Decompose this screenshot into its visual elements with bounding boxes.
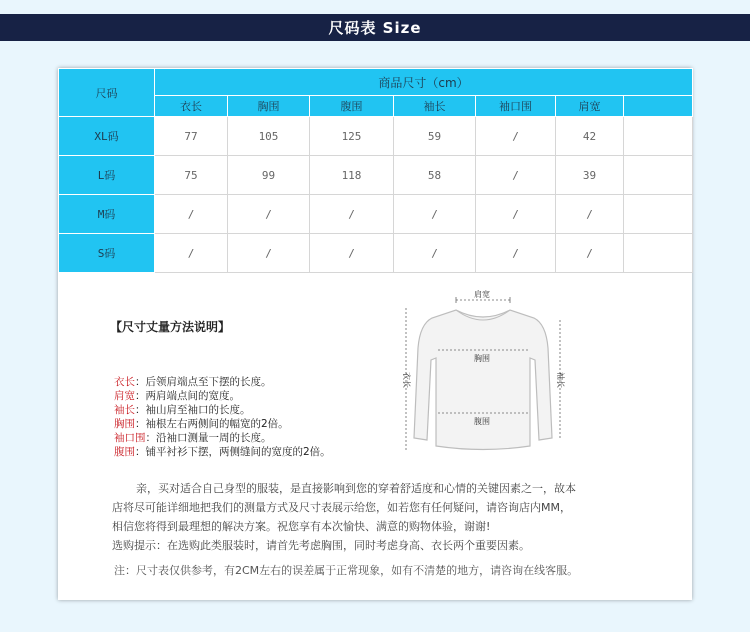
definition-text: ：铺平衬衫下摆，两侧缝间的宽度的2倍。 [135, 446, 331, 458]
diagram-label-length: 衣长 [402, 372, 411, 388]
table-cell: / [394, 234, 476, 273]
definition-term: 袖长 [114, 404, 135, 416]
diagram-label-chest: 胸围 [474, 354, 490, 363]
table-cell: 39 [556, 156, 624, 195]
disclaimer-note: 注：尺寸表仅供参考，有2CM左右的误差属于正常现象，如有不清楚的地方，请咨询在线客服。 [114, 564, 579, 577]
table-cell: / [556, 234, 624, 273]
table-cell: 118 [310, 156, 394, 195]
size-header-cell: 尺码 [59, 69, 155, 117]
definition-text: ：袖根左右两侧间的幅宽的2倍。 [135, 418, 289, 430]
table-row [59, 234, 693, 273]
table-cell: / [155, 234, 228, 273]
notice-paragraph [112, 479, 672, 555]
table-row [59, 156, 693, 195]
definition-term: 腹围 [114, 446, 135, 458]
measurement-definitions [114, 375, 414, 459]
table-cell: 42 [556, 117, 624, 156]
diagram-label-shoulder: 肩宽 [474, 290, 490, 299]
dimension-group-header: 商品尺寸（cm） [155, 69, 693, 96]
definition-text: ：袖山肩至袖口的长度。 [135, 404, 251, 416]
table-cell: / [228, 195, 310, 234]
table-row [59, 117, 693, 156]
diagram-label-waist: 腹围 [474, 417, 490, 426]
diagram-label-sleeve: 袖长 [556, 372, 565, 388]
table-cell: / [394, 195, 476, 234]
size-chart-card [58, 68, 692, 600]
table-cell: / [476, 234, 556, 273]
column-header-chest: 胸围 [228, 96, 310, 117]
notice-line: 相信您将得到最理想的解决方案。祝您享有本次愉快、满意的购物体验，谢谢! [112, 520, 491, 533]
column-header-empty [624, 96, 693, 117]
shirt-diagram-icon [398, 288, 568, 463]
table-cell: / [476, 156, 556, 195]
definition-item [114, 445, 414, 459]
measurement-title: 【尺寸丈量方法说明】 [110, 320, 231, 334]
definition-text: ：后领肩端点至下摆的长度。 [135, 376, 272, 388]
notice-line: 亲，买对适合自己身型的服装，是直接影响到您的穿着舒适度和心情的关键因素之一，故本 [136, 482, 576, 495]
definition-item [114, 375, 414, 389]
table-cell [624, 195, 693, 234]
table-cell [624, 156, 693, 195]
table-row [59, 195, 693, 234]
table-cell: / [155, 195, 228, 234]
definition-item [114, 403, 414, 417]
table-cell: / [476, 117, 556, 156]
definition-item [114, 431, 414, 445]
purchase-tip: 选购提示：在选购此类服装时，请首先考虑胸围，同时考虑身高、衣长两个重要因素。 [112, 539, 530, 552]
definition-text: ：两肩端点间的宽度。 [135, 390, 240, 402]
table-cell: / [556, 195, 624, 234]
column-header-length: 衣长 [155, 96, 228, 117]
table-cell [624, 117, 693, 156]
size-chart-header: 尺码表 Size [0, 14, 750, 41]
table-cell: / [476, 195, 556, 234]
size-table [58, 68, 693, 273]
definition-item [114, 389, 414, 403]
table-cell: 99 [228, 156, 310, 195]
column-header-shoulder: 肩宽 [556, 96, 624, 117]
table-cell: / [310, 195, 394, 234]
notice-line: 店将尽可能详细地把我们的测量方式及尺寸表展示给您，如若您有任何疑问，请咨询店内MM， [112, 501, 571, 514]
table-cell: 59 [394, 117, 476, 156]
size-label: S码 [59, 234, 155, 273]
garment-measurement-diagram [398, 288, 568, 463]
definition-term: 胸围 [114, 418, 135, 430]
definition-text: ：沿袖口测量一周的长度。 [145, 432, 272, 444]
definition-term: 肩宽 [114, 390, 135, 402]
table-cell: 75 [155, 156, 228, 195]
definition-item [114, 417, 414, 431]
column-header-sleeve: 袖长 [394, 96, 476, 117]
size-label: M码 [59, 195, 155, 234]
table-cell: 125 [310, 117, 394, 156]
table-cell: / [310, 234, 394, 273]
table-cell: 77 [155, 117, 228, 156]
table-cell: 58 [394, 156, 476, 195]
table-cell: 105 [228, 117, 310, 156]
column-header-cuff: 袖口围 [476, 96, 556, 117]
definition-term: 袖口围 [114, 432, 146, 444]
table-cell [624, 234, 693, 273]
table-cell: / [228, 234, 310, 273]
size-label: XL码 [59, 117, 155, 156]
definition-term: 衣长 [114, 376, 135, 388]
size-label: L码 [59, 156, 155, 195]
column-header-waist: 腹围 [310, 96, 394, 117]
